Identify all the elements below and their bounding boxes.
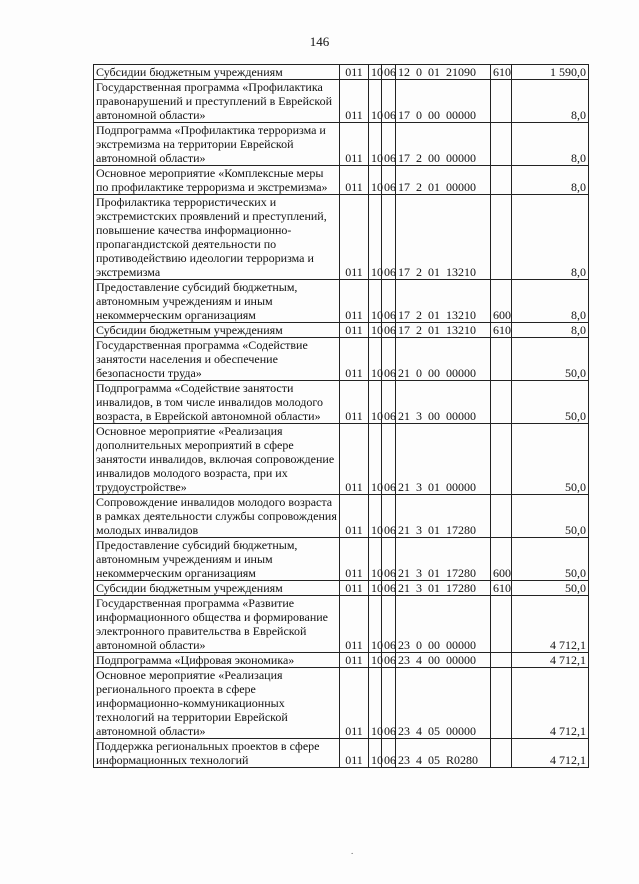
admin-code: 011 bbox=[340, 80, 369, 123]
row-name: Профилактика террористических и экстремистских проявлений и преступлений, повышение качества информационно-пропагандистской деятельности по противодействию идеологии терроризма и экстремизма bbox=[94, 195, 340, 280]
section-code: 10 bbox=[369, 323, 382, 338]
section-code: 10 bbox=[369, 424, 382, 495]
subsection-code: 06 bbox=[382, 195, 396, 280]
amount: 4 712,1 bbox=[512, 739, 589, 768]
target-article-code: 12 0 01 21090 bbox=[396, 65, 491, 80]
subsection-code: 06 bbox=[382, 280, 396, 323]
table-body bbox=[94, 65, 589, 768]
amount: 4 712,1 bbox=[512, 668, 589, 739]
target-article-code: 21 3 01 17280 bbox=[396, 581, 491, 596]
section-code: 10 bbox=[369, 596, 382, 653]
admin-code: 011 bbox=[340, 323, 369, 338]
admin-code: 011 bbox=[340, 596, 369, 653]
expense-type-code bbox=[491, 739, 512, 768]
expense-type-code: 610 bbox=[491, 581, 512, 596]
subsection-code: 06 bbox=[382, 495, 396, 538]
admin-code: 011 bbox=[340, 424, 369, 495]
target-article-code: 17 2 01 13210 bbox=[396, 195, 491, 280]
target-article-code: 21 3 01 17280 bbox=[396, 495, 491, 538]
row-name: Государственная программа «Профилактика правонарушений и преступлений в Еврейской автономной области» bbox=[94, 80, 340, 123]
table-row bbox=[94, 323, 589, 338]
target-article-code: 23 4 05 R0280 bbox=[396, 739, 491, 768]
expense-type-code bbox=[491, 381, 512, 424]
row-name: Субсидии бюджетным учреждениям bbox=[94, 581, 340, 596]
subsection-code: 06 bbox=[382, 581, 396, 596]
amount: 50,0 bbox=[512, 338, 589, 381]
target-article-code: 23 4 05 00000 bbox=[396, 668, 491, 739]
subsection-code: 06 bbox=[382, 338, 396, 381]
amount: 8,0 bbox=[512, 123, 589, 166]
table-row bbox=[94, 65, 589, 80]
amount: 4 712,1 bbox=[512, 596, 589, 653]
expense-type-code: 600 bbox=[491, 280, 512, 323]
subsection-code: 06 bbox=[382, 381, 396, 424]
admin-code: 011 bbox=[340, 538, 369, 581]
subsection-code: 06 bbox=[382, 739, 396, 768]
expense-type-code bbox=[491, 596, 512, 653]
expense-type-code bbox=[491, 80, 512, 123]
subsection-code: 06 bbox=[382, 65, 396, 80]
amount: 1 590,0 bbox=[512, 65, 589, 80]
expense-type-code: 610 bbox=[491, 323, 512, 338]
subsection-code: 06 bbox=[382, 596, 396, 653]
subsection-code: 06 bbox=[382, 123, 396, 166]
row-name: Сопровождение инвалидов молодого возраста в рамках деятельности службы сопровождения молодых инвалидов bbox=[94, 495, 340, 538]
admin-code: 011 bbox=[340, 123, 369, 166]
expense-type-code bbox=[491, 123, 512, 166]
row-name: Подпрограмма «Профилактика терроризма и экстремизма на территории Еврейской автономной области» bbox=[94, 123, 340, 166]
admin-code: 011 bbox=[340, 581, 369, 596]
target-article-code: 21 3 00 00000 bbox=[396, 381, 491, 424]
amount: 8,0 bbox=[512, 80, 589, 123]
section-code: 10 bbox=[369, 653, 382, 668]
expense-type-code bbox=[491, 338, 512, 381]
target-article-code: 17 2 01 13210 bbox=[396, 323, 491, 338]
admin-code: 011 bbox=[340, 668, 369, 739]
target-article-code: 21 0 00 00000 bbox=[396, 338, 491, 381]
section-code: 10 bbox=[369, 581, 382, 596]
subsection-code: 06 bbox=[382, 80, 396, 123]
table-row bbox=[94, 280, 589, 323]
amount: 50,0 bbox=[512, 495, 589, 538]
expense-type-code bbox=[491, 424, 512, 495]
row-name: Подпрограмма «Цифровая экономика» bbox=[94, 653, 340, 668]
target-article-code: 17 2 01 00000 bbox=[396, 166, 491, 195]
amount: 50,0 bbox=[512, 538, 589, 581]
admin-code: 011 bbox=[340, 166, 369, 195]
footer-mark: . bbox=[351, 846, 354, 856]
section-code: 10 bbox=[369, 538, 382, 581]
expense-type-code bbox=[491, 653, 512, 668]
expense-type-code bbox=[491, 195, 512, 280]
amount: 50,0 bbox=[512, 424, 589, 495]
row-name: Основное мероприятие «Комплексные меры по профилактике терроризма и экстремизма» bbox=[94, 166, 340, 195]
budget-table bbox=[93, 64, 589, 768]
admin-code: 011 bbox=[340, 739, 369, 768]
row-name: Поддержка региональных проектов в сфере информационных технологий bbox=[94, 739, 340, 768]
table-row bbox=[94, 538, 589, 581]
admin-code: 011 bbox=[340, 280, 369, 323]
section-code: 10 bbox=[369, 166, 382, 195]
section-code: 10 bbox=[369, 280, 382, 323]
table-row bbox=[94, 424, 589, 495]
amount: 8,0 bbox=[512, 166, 589, 195]
section-code: 10 bbox=[369, 80, 382, 123]
row-name: Основное мероприятие «Реализация регионального проекта в сфере информационно-коммуникационных технологий на территории Еврейской автономной области» bbox=[94, 668, 340, 739]
target-article-code: 17 2 01 13210 bbox=[396, 280, 491, 323]
expense-type-code: 600 bbox=[491, 538, 512, 581]
table-row bbox=[94, 195, 589, 280]
target-article-code: 17 0 00 00000 bbox=[396, 80, 491, 123]
expense-type-code bbox=[491, 166, 512, 195]
section-code: 10 bbox=[369, 495, 382, 538]
target-article-code: 21 3 01 00000 bbox=[396, 424, 491, 495]
table-row bbox=[94, 653, 589, 668]
subsection-code: 06 bbox=[382, 323, 396, 338]
table-row bbox=[94, 123, 589, 166]
row-name: Предоставление субсидий бюджетным, автономным учреждениям и иным некоммерческим организациям bbox=[94, 538, 340, 581]
admin-code: 011 bbox=[340, 653, 369, 668]
section-code: 10 bbox=[369, 668, 382, 739]
admin-code: 011 bbox=[340, 195, 369, 280]
amount: 8,0 bbox=[512, 280, 589, 323]
section-code: 10 bbox=[369, 381, 382, 424]
section-code: 10 bbox=[369, 65, 382, 80]
table-row bbox=[94, 668, 589, 739]
table-row bbox=[94, 596, 589, 653]
row-name: Подпрограмма «Содействие занятости инвалидов, в том числе инвалидов молодого возраста, в Еврейской автономной области» bbox=[94, 381, 340, 424]
admin-code: 011 bbox=[340, 495, 369, 538]
row-name: Основное мероприятие «Реализация дополнительных мероприятий в сфере занятости инвалидов, включая сопровождение инвалидов молодого возраста, при их трудоустройстве» bbox=[94, 424, 340, 495]
subsection-code: 06 bbox=[382, 653, 396, 668]
subsection-code: 06 bbox=[382, 668, 396, 739]
subsection-code: 06 bbox=[382, 166, 396, 195]
table-row bbox=[94, 381, 589, 424]
section-code: 10 bbox=[369, 739, 382, 768]
target-article-code: 21 3 01 17280 bbox=[396, 538, 491, 581]
table-row bbox=[94, 739, 589, 768]
table-row bbox=[94, 166, 589, 195]
row-name: Предоставление субсидий бюджетным, автономным учреждениям и иным некоммерческим организациям bbox=[94, 280, 340, 323]
target-article-code: 23 0 00 00000 bbox=[396, 596, 491, 653]
row-name: Государственная программа «Развитие информационного общества и формирование электронного правительства в Еврейской автономной области» bbox=[94, 596, 340, 653]
amount: 50,0 bbox=[512, 381, 589, 424]
table-row bbox=[94, 581, 589, 596]
table-row bbox=[94, 338, 589, 381]
table-row bbox=[94, 80, 589, 123]
subsection-code: 06 bbox=[382, 424, 396, 495]
section-code: 10 bbox=[369, 195, 382, 280]
admin-code: 011 bbox=[340, 381, 369, 424]
expense-type-code bbox=[491, 495, 512, 538]
amount: 8,0 bbox=[512, 195, 589, 280]
expense-type-code: 610 bbox=[491, 65, 512, 80]
section-code: 10 bbox=[369, 338, 382, 381]
admin-code: 011 bbox=[340, 338, 369, 381]
section-code: 10 bbox=[369, 123, 382, 166]
page-number: 146 bbox=[309, 34, 330, 49]
expense-type-code bbox=[491, 668, 512, 739]
subsection-code: 06 bbox=[382, 538, 396, 581]
target-article-code: 17 2 00 00000 bbox=[396, 123, 491, 166]
row-name: Государственная программа «Содействие занятости населения и обеспечение безопасности труда» bbox=[94, 338, 340, 381]
row-name: Субсидии бюджетным учреждениям bbox=[94, 323, 340, 338]
amount: 50,0 bbox=[512, 581, 589, 596]
row-name: Субсидии бюджетным учреждениям bbox=[94, 65, 340, 80]
admin-code: 011 bbox=[340, 65, 369, 80]
target-article-code: 23 4 00 00000 bbox=[396, 653, 491, 668]
amount: 4 712,1 bbox=[512, 653, 589, 668]
amount: 8,0 bbox=[512, 323, 589, 338]
table-row bbox=[94, 495, 589, 538]
